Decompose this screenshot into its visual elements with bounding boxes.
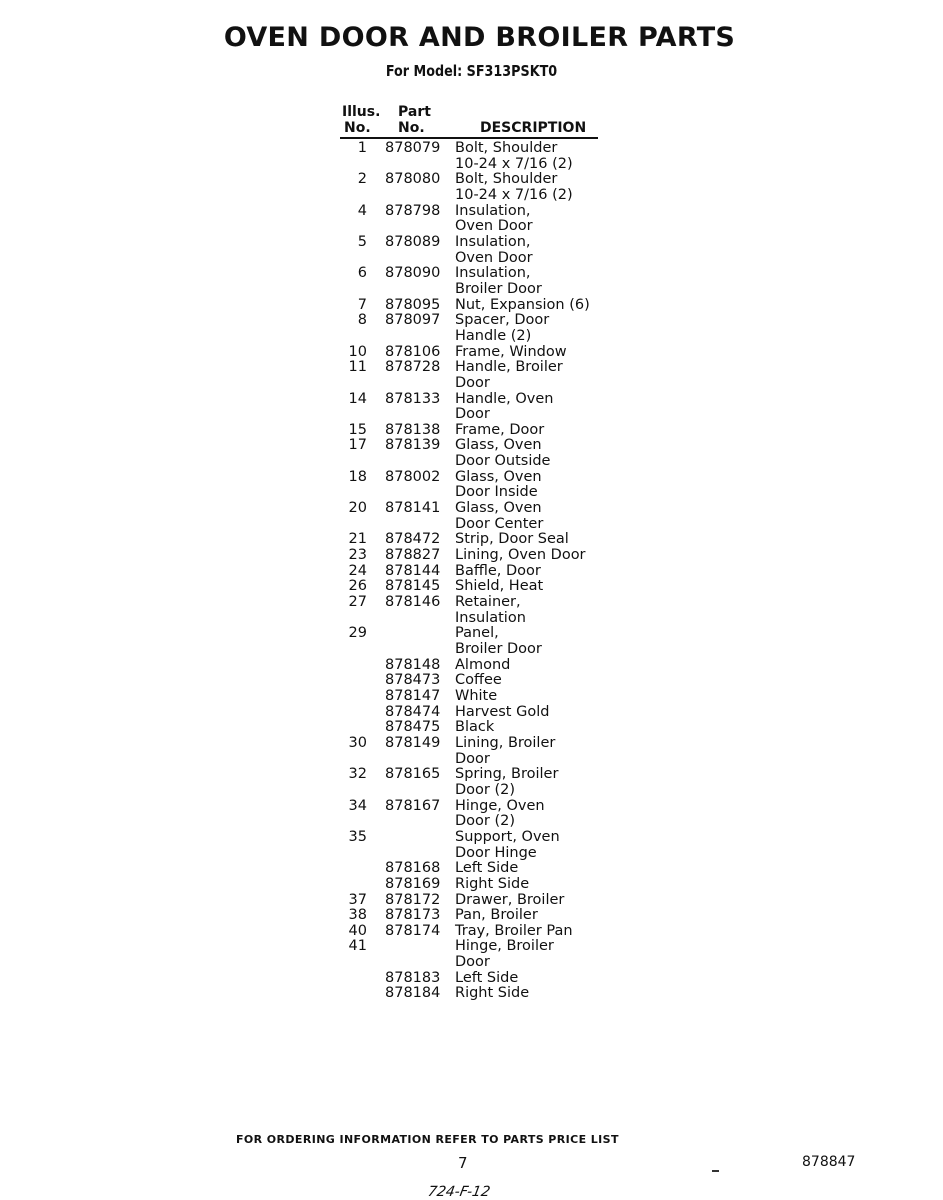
description-line: Hinge, Broiler	[455, 938, 554, 955]
parts-row	[330, 673, 630, 689]
description	[455, 532, 569, 548]
description-line: Panel,	[455, 625, 499, 642]
description-line: Coffee	[455, 672, 502, 689]
description	[455, 345, 567, 361]
description	[455, 438, 550, 469]
parts-row	[330, 736, 630, 767]
illus-number: 2	[357, 171, 367, 188]
illus-number: 4	[357, 202, 367, 219]
header-rule	[340, 137, 598, 139]
parts-row	[330, 830, 630, 861]
description-line: Door (2)	[455, 813, 516, 830]
part-number: 878089	[385, 233, 441, 250]
parts-row	[330, 360, 630, 391]
description-line: Broiler Door	[455, 641, 542, 657]
illus-number: 11	[348, 359, 367, 376]
description-line: Right Side	[455, 875, 530, 892]
description-line: Hinge, Oven	[455, 797, 545, 814]
part-number: 878146	[385, 594, 441, 611]
illus-number: 1	[357, 140, 367, 156]
parts-row	[330, 924, 630, 940]
parts-row	[330, 908, 630, 924]
part-number: 878095	[385, 296, 441, 313]
parts-row	[330, 532, 630, 548]
description-line: Handle, Broiler	[455, 359, 563, 376]
description-line: Handle (2)	[455, 327, 532, 344]
illus-number: 7	[357, 296, 367, 313]
description-line: Spacer, Door	[455, 312, 550, 329]
parts-row	[330, 767, 630, 798]
description	[455, 673, 502, 689]
illus-number: 38	[348, 907, 367, 924]
description	[455, 423, 544, 439]
description	[455, 908, 538, 924]
description-line: Frame, Window	[455, 343, 567, 360]
description	[455, 626, 542, 657]
part-number: 878827	[385, 547, 441, 564]
part-number: 878798	[385, 202, 441, 219]
description-line: Black	[455, 719, 495, 736]
part-number: 878169	[385, 875, 441, 892]
description-line: Shield, Heat	[455, 578, 544, 595]
description-line: Baffle, Door	[455, 562, 541, 579]
part-number: 878172	[385, 891, 441, 908]
description-line: Frame, Door	[455, 421, 545, 438]
illus-number: 5	[357, 233, 367, 250]
illus-number: 17	[348, 437, 367, 454]
description-line: Door	[455, 374, 490, 391]
description-line: Bolt, Shoulder	[455, 171, 558, 188]
description	[455, 767, 558, 798]
part-number: 878090	[385, 265, 441, 282]
description-line: Insulation	[455, 609, 526, 626]
part-number: 878147	[385, 687, 441, 704]
part-number: 878167	[385, 797, 441, 814]
description-line: Drawer, Broiler	[455, 891, 565, 908]
description	[455, 986, 529, 1002]
parts-row	[330, 971, 630, 987]
part-number: 878002	[385, 468, 441, 485]
description	[455, 595, 526, 626]
parts-row	[330, 235, 630, 266]
illus-number	[330, 861, 367, 877]
description-line: Door Inside	[455, 484, 538, 501]
illus-number	[330, 705, 367, 721]
document-number: 878847	[802, 1154, 856, 1170]
header-part-no	[398, 104, 431, 136]
parts-row	[330, 204, 630, 235]
parts-row	[330, 986, 630, 1002]
description	[455, 235, 533, 266]
description	[455, 736, 555, 767]
description	[455, 799, 545, 830]
parts-row	[330, 893, 630, 909]
header-part-line2: No.	[398, 120, 425, 136]
parts-row	[330, 877, 630, 893]
description-line: Handle, Oven	[455, 390, 554, 407]
handwritten-note: 724-F-12	[426, 1184, 492, 1200]
part-number: 878728	[385, 359, 441, 376]
parts-list	[330, 141, 630, 1002]
part-number: 878475	[385, 719, 441, 736]
description	[455, 392, 553, 423]
illus-number: 27	[348, 594, 367, 611]
part-number: 878472	[385, 531, 441, 548]
description-line: Harvest Gold	[455, 703, 550, 720]
model-subtitle: For Model: SF313PSKT0	[385, 62, 558, 80]
description-line: Broiler Door	[455, 280, 542, 297]
description-line: White	[455, 687, 498, 704]
part-number: 878141	[385, 500, 441, 517]
part-number: 878165	[385, 766, 441, 783]
part-number: 878183	[385, 969, 441, 986]
description-line: Insulation,	[455, 202, 531, 219]
description	[455, 877, 529, 893]
part-number: 878145	[385, 578, 441, 595]
description-line: Oven Door	[455, 249, 533, 266]
illus-number: 18	[348, 468, 367, 485]
description-line: Glass, Oven	[455, 468, 542, 485]
description	[455, 313, 549, 344]
part-number: 878144	[385, 562, 441, 579]
header-description: DESCRIPTION	[480, 120, 587, 136]
description	[455, 579, 543, 595]
parts-row	[330, 799, 630, 830]
part-number: 878473	[385, 672, 441, 689]
illus-number: 8	[357, 312, 367, 329]
description-line: Door Outside	[455, 453, 551, 470]
illus-number: 20	[348, 500, 367, 517]
description	[455, 548, 586, 564]
description-line: Door	[455, 750, 490, 767]
description	[455, 689, 497, 705]
part-number: 878097	[385, 312, 441, 329]
header-illus-line2: No.	[344, 120, 371, 136]
parts-row	[330, 298, 630, 314]
parts-row	[330, 470, 630, 501]
description-line: Strip, Door Seal	[455, 531, 569, 548]
description	[455, 470, 542, 501]
description-line: Nut, Expansion (6)	[455, 296, 590, 313]
description-line: Glass, Oven	[455, 437, 542, 454]
illus-number: 41	[348, 938, 367, 955]
description	[455, 720, 494, 736]
illus-number: 30	[348, 734, 367, 751]
description	[455, 298, 590, 314]
illus-number: 21	[348, 531, 367, 548]
illus-number: 32	[348, 766, 367, 783]
description-line: 10-24 x 7/16 (2)	[455, 186, 573, 203]
description-line: Door	[455, 954, 490, 971]
part-number	[385, 626, 441, 657]
parts-row	[330, 720, 630, 736]
part-number: 878079	[385, 140, 441, 156]
illus-number: 26	[348, 578, 367, 595]
description	[455, 266, 542, 297]
description	[455, 861, 518, 877]
description	[455, 564, 541, 580]
description-line: Right Side	[455, 985, 530, 1002]
description-line: Insulation,	[455, 265, 531, 282]
illus-number	[330, 720, 367, 736]
part-number	[385, 939, 441, 970]
description	[455, 658, 510, 674]
part-number: 878168	[385, 860, 441, 877]
description	[455, 971, 518, 987]
description	[455, 924, 573, 940]
illus-number	[330, 658, 367, 674]
description-line: Door Center	[455, 515, 544, 532]
parts-row	[330, 345, 630, 361]
description-line: Pan, Broiler	[455, 907, 538, 924]
illus-number: 40	[348, 922, 367, 939]
parts-row	[330, 548, 630, 564]
part-number: 878174	[385, 922, 441, 939]
ordering-note: FOR ORDERING INFORMATION REFER TO PARTS PRICE LIST	[236, 1133, 619, 1146]
header-illus-no	[342, 104, 380, 136]
illus-number	[330, 673, 367, 689]
illus-number	[330, 877, 367, 893]
part-number: 878106	[385, 343, 441, 360]
page-number: 7	[458, 1154, 468, 1172]
description	[455, 141, 573, 172]
parts-row	[330, 626, 630, 657]
parts-row	[330, 172, 630, 203]
parts-row	[330, 579, 630, 595]
illus-number: 6	[357, 265, 367, 282]
part-number: 878138	[385, 421, 441, 438]
illus-number: 14	[348, 390, 367, 407]
part-number: 878474	[385, 703, 441, 720]
parts-row	[330, 658, 630, 674]
description-line: Tray, Broiler Pan	[455, 922, 573, 939]
description	[455, 830, 560, 861]
description-line: Bolt, Shoulder	[455, 140, 558, 156]
illus-number: 34	[348, 797, 367, 814]
parts-row	[330, 689, 630, 705]
part-number: 878133	[385, 390, 441, 407]
description	[455, 501, 543, 532]
stray-mark	[712, 1170, 719, 1172]
description-line: Left Side	[455, 969, 519, 986]
description-line: Glass, Oven	[455, 500, 542, 517]
illus-number	[330, 971, 367, 987]
parts-row	[330, 392, 630, 423]
description	[455, 939, 554, 970]
parts-row	[330, 861, 630, 877]
parts-row	[330, 705, 630, 721]
description	[455, 172, 573, 203]
part-number: 878184	[385, 985, 441, 1002]
illus-number: 24	[348, 562, 367, 579]
header-illus-line1: Illus.	[342, 104, 381, 120]
illus-number	[330, 689, 367, 705]
part-number: 878173	[385, 907, 441, 924]
parts-row	[330, 313, 630, 344]
header-part-line1: Part	[398, 104, 431, 120]
description-line: Lining, Oven Door	[455, 547, 586, 564]
description-line: Door	[455, 406, 490, 423]
description-line: Lining, Broiler	[455, 734, 556, 751]
illus-number: 10	[348, 343, 367, 360]
parts-row	[330, 564, 630, 580]
description-line: Door (2)	[455, 781, 516, 798]
description-line: Support, Oven	[455, 828, 560, 845]
description-line: Insulation,	[455, 233, 531, 250]
parts-row	[330, 438, 630, 469]
description-line: Spring, Broiler	[455, 766, 559, 783]
description-line: Door Hinge	[455, 844, 537, 861]
part-number: 878080	[385, 171, 441, 188]
parts-row	[330, 423, 630, 439]
parts-row	[330, 266, 630, 297]
description	[455, 893, 564, 909]
description-line: Left Side	[455, 860, 519, 877]
illus-number	[330, 986, 367, 1002]
part-number: 878148	[385, 656, 441, 673]
part-number: 878149	[385, 734, 441, 751]
parts-row	[330, 141, 630, 172]
description-line: Almond	[455, 656, 511, 673]
description	[455, 204, 533, 235]
illus-number: 35	[348, 828, 367, 845]
parts-row	[330, 595, 630, 626]
parts-row	[330, 501, 630, 532]
illus-number: 23	[348, 547, 367, 564]
part-number	[385, 830, 441, 861]
parts-row	[330, 939, 630, 970]
description-line: Oven Door	[455, 218, 533, 235]
illus-number: 29	[348, 625, 367, 642]
illus-number: 37	[348, 891, 367, 908]
illus-number: 15	[348, 421, 367, 438]
description-line: 10-24 x 7/16 (2)	[455, 155, 573, 172]
description-line: Retainer,	[455, 594, 521, 611]
part-number: 878139	[385, 437, 441, 454]
description	[455, 360, 563, 391]
page-title: OVEN DOOR AND BROILER PARTS	[223, 22, 736, 53]
description	[455, 705, 549, 721]
